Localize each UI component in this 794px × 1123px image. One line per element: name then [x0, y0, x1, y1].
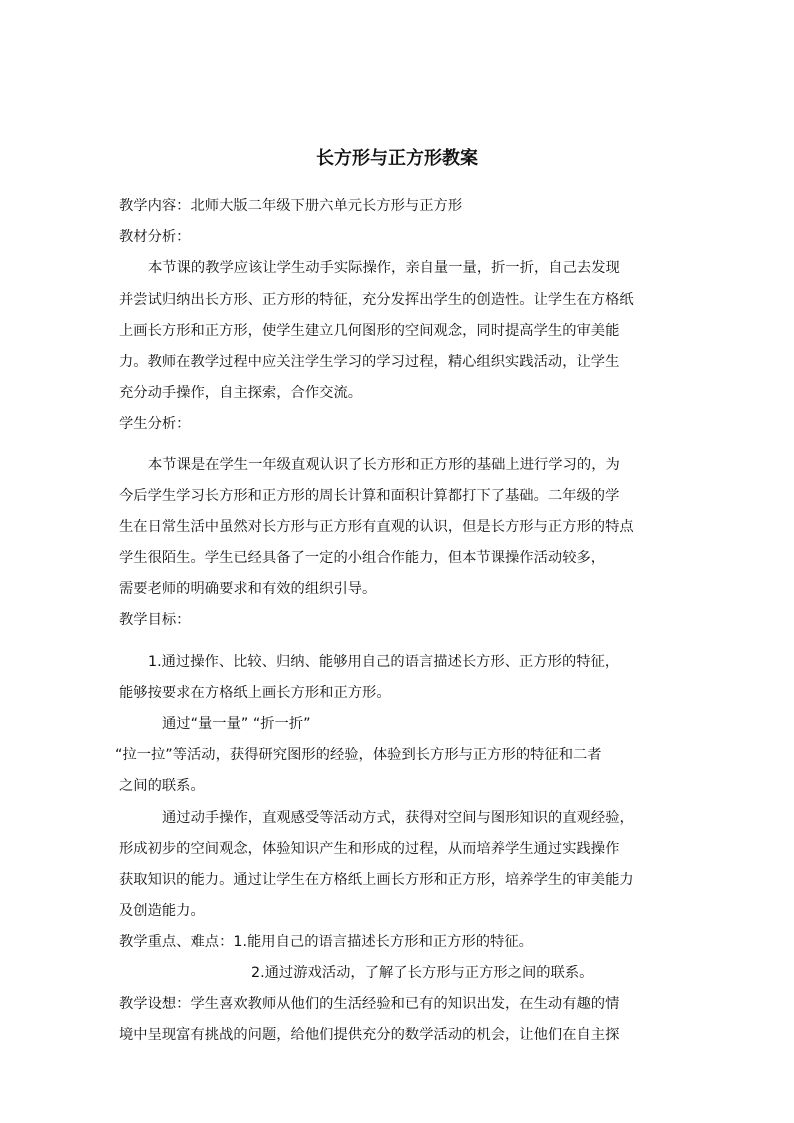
text-line: 形成初步的空间观念，体验知识产生和形成的过程，从而培养学生通过实践操作 [119, 841, 620, 857]
text-line: 上画长方形和正方形，使学生建立几何图形的空间观念，同时提高学生的审美能 [119, 323, 620, 339]
text-line: 教学内容：北师大版二年级下册六单元长方形与正方形 [119, 198, 463, 214]
document-title: 长方形与正方形教案 [316, 148, 478, 169]
text-line: 1.通过操作、比较、归纳、能够用自己的语言描述长方形、正方形的特征， [148, 654, 620, 670]
text-line: 需要老师的明确要求和有效的组织引导。 [119, 581, 377, 597]
text-line: 学生分析： [119, 416, 191, 432]
text-line: 及创造能力。 [119, 903, 205, 919]
text-line: 教学目标： [119, 612, 191, 628]
text-line: 能够按要求在方格纸上画长方形和正方形。 [119, 685, 391, 701]
text-line: 今后学生学习长方形和正方形的周长计算和面积计算都打下了基础。二年级的学 [119, 488, 620, 504]
text-line: 通过动手操作，直观感受等活动方式，获得对空间与图形知识的直观经验， [162, 810, 634, 826]
text-line: 并尝试归纳出长方形、正方形的特征，充分发挥出学生的创造性。让学生在方格纸 [119, 292, 634, 308]
text-line: 生在日常生活中虽然对长方形与正方形有直观的认识，但是长方形与正方形的特点 [119, 519, 634, 535]
text-line: 本节课的教学应该让学生动手实际操作，亲自量一量，折一折，自己去发现 [148, 260, 620, 276]
text-line: 教学设想：学生喜欢教师从他们的生活经验和已有的知识出发，在生动有趣的情 [119, 996, 620, 1012]
text-line: 之间的联系。 [119, 778, 205, 794]
text-line: “拉一拉”等活动，获得研究图形的经验，体验到长方形与正方形的特征和二者 [115, 747, 602, 763]
text-line: 通过“量一量” “折一折” [162, 716, 311, 732]
text-line: 获取知识的能力。通过让学生在方格纸上画长方形和正方形，培养学生的审美能力 [119, 872, 634, 888]
text-line: 境中呈现富有挑战的问题，给他们提供充分的数学活动的机会，让他们在自主探 [119, 1027, 620, 1043]
text-line: 本节课是在学生一年级直观认识了长方形和正方形的基础上进行学习的，为 [148, 457, 620, 473]
text-line: 2.通过游戏活动，了解了长方形与正方形之间的联系。 [251, 965, 594, 981]
text-line: 力。教师在教学过程中应关注学生学习的学习过程，精心组织实践活动，让学生 [119, 354, 620, 370]
text-line: 教材分析： [119, 229, 191, 245]
text-line: 教学重点、难点：1.能用自己的语言描述长方形和正方形的特征。 [119, 934, 533, 950]
text-line: 学生很陌生。学生已经具备了一定的小组合作能力，但本节课操作活动较多， [119, 550, 606, 566]
text-line: 充分动手操作，自主探索，合作交流。 [119, 385, 363, 401]
